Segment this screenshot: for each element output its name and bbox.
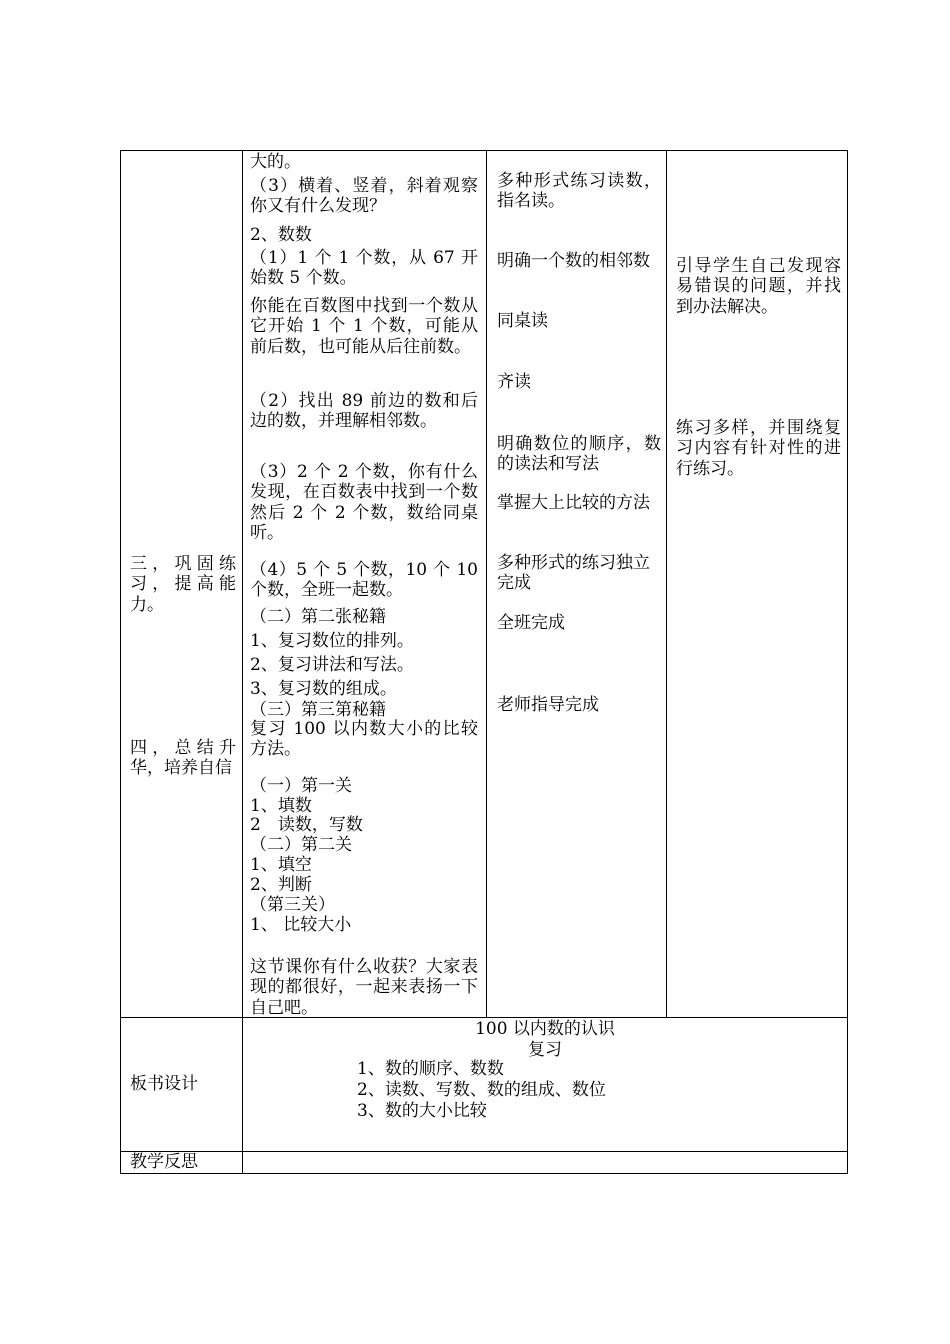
content-line: 1、填数 — [250, 796, 312, 816]
board-subtitle: 复习 — [528, 1040, 562, 1060]
table-divider — [666, 150, 667, 1017]
stage-label-summary: 四，总结升华，培养自信 — [130, 738, 236, 779]
activity-item: 同桌读 — [497, 311, 548, 331]
reflection-label: 教学反思 — [130, 1152, 198, 1172]
activity-item: 全班完成 — [497, 613, 565, 633]
activity-item: 多种形式的练习独立完成 — [497, 553, 650, 594]
table-divider — [120, 1017, 848, 1018]
board-title: 100 以内数的认识 — [475, 1019, 615, 1039]
content-line: （三）第三第秘籍 — [250, 700, 386, 720]
table-divider — [486, 150, 487, 1017]
content-line: （3）2 个 2 个数，你有什么发现，在百数表中找到一个数然后 2 个 2 个数，数给同桌听。 — [250, 462, 478, 544]
content-line: （1）1 个 1 个数，从 67 开始数 5 个数。 — [250, 248, 478, 289]
content-line: 1、填空 — [250, 855, 312, 875]
board-item: 3、数的大小比较 — [357, 1101, 487, 1121]
content-line: （二）第二关 — [250, 835, 352, 855]
content-line: 2 读数，写数 — [250, 815, 363, 835]
content-line: （4）5 个 5 个数，10 个 10 个数，全班一起数。 — [250, 560, 478, 601]
stage-label-consolidate: 三，巩固练习，提高能力。 — [130, 554, 236, 615]
activity-item: 多种形式练习读数，指名读。 — [497, 171, 661, 212]
board-item: 1、数的顺序、数数 — [357, 1059, 504, 1079]
activity-item: 齐读 — [497, 372, 531, 392]
content-line: 2、判断 — [250, 875, 312, 895]
content-line: 2、数数 — [250, 225, 312, 245]
activity-item: 掌握大上比较的方法 — [497, 493, 650, 513]
intent-item: 引导学生自己发现容易错误的问题，并找到办法解决。 — [676, 256, 841, 317]
content-line: （3）横着、竖着，斜着观察你又有什么发现？ — [250, 176, 478, 217]
content-line: 复习 100 以内数大小的比较方法。 — [250, 719, 478, 760]
content-line: 1、复习数位的排列。 — [250, 631, 414, 651]
content-line: 这节课你有什么收获？大家表现的都很好，一起来表扬一下自己吧。 — [250, 957, 478, 1018]
activity-item: 明确数位的顺序，数的读法和写法 — [497, 434, 661, 475]
board-item: 2、读数、写数、数的组成、数位 — [357, 1080, 606, 1100]
content-line: 你能在百数图中找到一个数从它开始 1 个 1 个数，可能从前后数，也可能从后往前数。 — [250, 296, 478, 357]
content-line: （二）第二张秘籍 — [250, 607, 386, 627]
content-line: 2、复习讲法和写法。 — [250, 655, 414, 675]
activity-item: 明确一个数的相邻数 — [497, 251, 650, 271]
table-divider — [120, 1151, 848, 1152]
content-line: （2）找出 89 前边的数和后边的数，并理解相邻数。 — [250, 391, 478, 432]
content-line: 1、 比较大小 — [250, 915, 352, 935]
content-line: 大的。 — [250, 152, 301, 172]
content-line: （一）第一关 — [250, 776, 352, 796]
content-line: 3、复习数的组成。 — [250, 679, 397, 699]
intent-item: 练习多样，并围绕复习内容有针对性的进行练习。 — [676, 418, 841, 479]
content-line: （第三关） — [250, 895, 335, 915]
activity-item: 老师指导完成 — [497, 695, 599, 715]
board-design-label: 板书设计 — [130, 1074, 198, 1094]
